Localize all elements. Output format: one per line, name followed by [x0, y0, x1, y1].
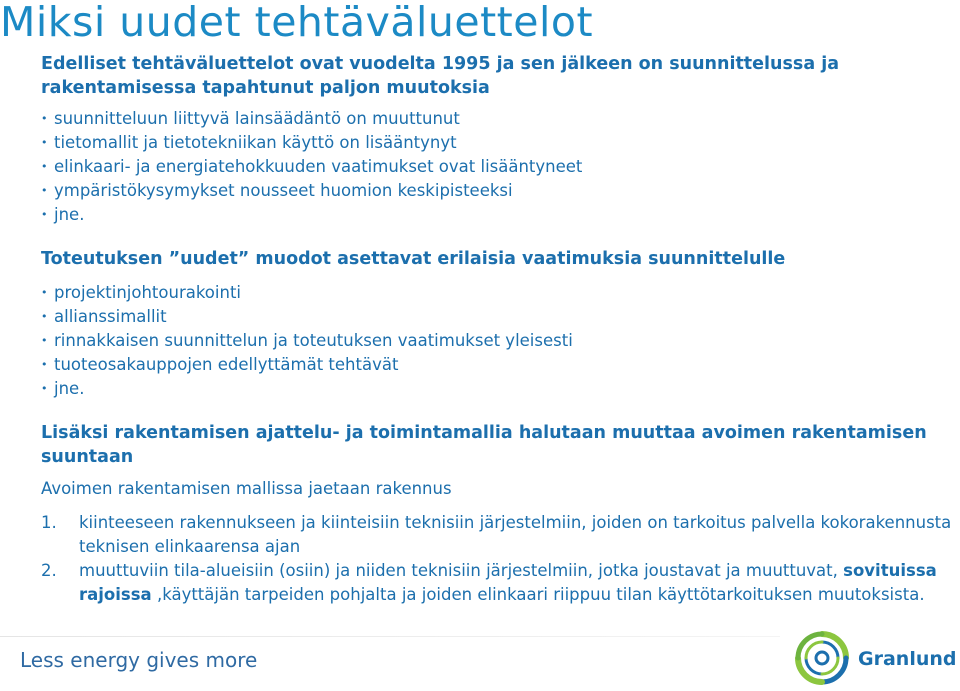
list-item: • jne.	[41, 203, 956, 227]
section2-bullets	[41, 281, 956, 401]
page-title: Miksi uudet tehtäväluettelot	[0, 0, 594, 46]
list-item: • allianssimallit	[41, 305, 956, 329]
list-number: 1.	[41, 513, 57, 532]
list-item	[41, 511, 956, 559]
granlund-logo	[790, 626, 955, 690]
section3-intro: Avoimen rakentamisen mallissa jaetaan rakennus	[41, 479, 452, 498]
section1-bullets	[41, 107, 956, 227]
list-item-text-tail: ,käyttäjän tarpeiden pohjalta ja joiden elinkaari riippuu tilan käyttötarkoituksen muutoksista.	[151, 585, 925, 604]
list-item: • rinnakkaisen suunnittelun ja toteutuksen vaatimukset yleisesti	[41, 329, 956, 353]
emphasis-text: sovituissa rajoissa	[79, 561, 937, 604]
section2-heading: Toteutuksen ”uudet” muodot asettavat erilaisia vaatimuksia suunnittelulle	[41, 249, 786, 269]
list-item: • suunnitteluun liittyvä lainsäädäntö on muuttunut	[41, 107, 956, 131]
list-item: • ympäristökysymykset nousseet huomion keskipisteeksi	[41, 179, 956, 203]
list-number: 2.	[41, 561, 57, 580]
slide-content	[41, 52, 956, 607]
section3-heading: Lisäksi rakentamisen ajattelu- ja toimintamallia halutaan muuttaa avoimen rakentamisen suuntaan	[41, 423, 927, 467]
footer-slogan: Less energy gives more	[20, 648, 258, 672]
list-item	[41, 559, 956, 607]
section1-heading: Edelliset tehtäväluettelot ovat vuodelta 1995 ja sen jälkeen on suunnittelussa ja rakentamisessa tapahtunut paljon muutoksia	[41, 54, 840, 98]
list-item-text: muuttuviin tila-alueisiin (osiin) ja niiden teknisiin järjestelmiin, jotka joustavat ja muuttuvat,	[79, 561, 844, 580]
list-item: • tietomallit ja tietotekniikan käyttö on lisääntynyt	[41, 131, 956, 155]
section3-numbered-list	[41, 511, 956, 607]
list-item: • jne.	[41, 377, 956, 401]
list-item-text: kiinteeseen rakennukseen ja kiinteisiin teknisiin järjestelmiin, joiden on tarkoitus palvella kokorakennusta teknisen elinkaarensa ajan	[79, 513, 952, 556]
list-item: • tuoteosakauppojen edellyttämät tehtävät	[41, 353, 956, 377]
granlund-swirl-logo-icon	[790, 626, 854, 690]
logo-text: Granlund	[858, 648, 957, 670]
list-item: • projektinjohtourakointi	[41, 281, 956, 305]
footer-divider	[0, 636, 780, 637]
list-item: • elinkaari- ja energiatehokkuuden vaatimukset ovat lisääntyneet	[41, 155, 956, 179]
